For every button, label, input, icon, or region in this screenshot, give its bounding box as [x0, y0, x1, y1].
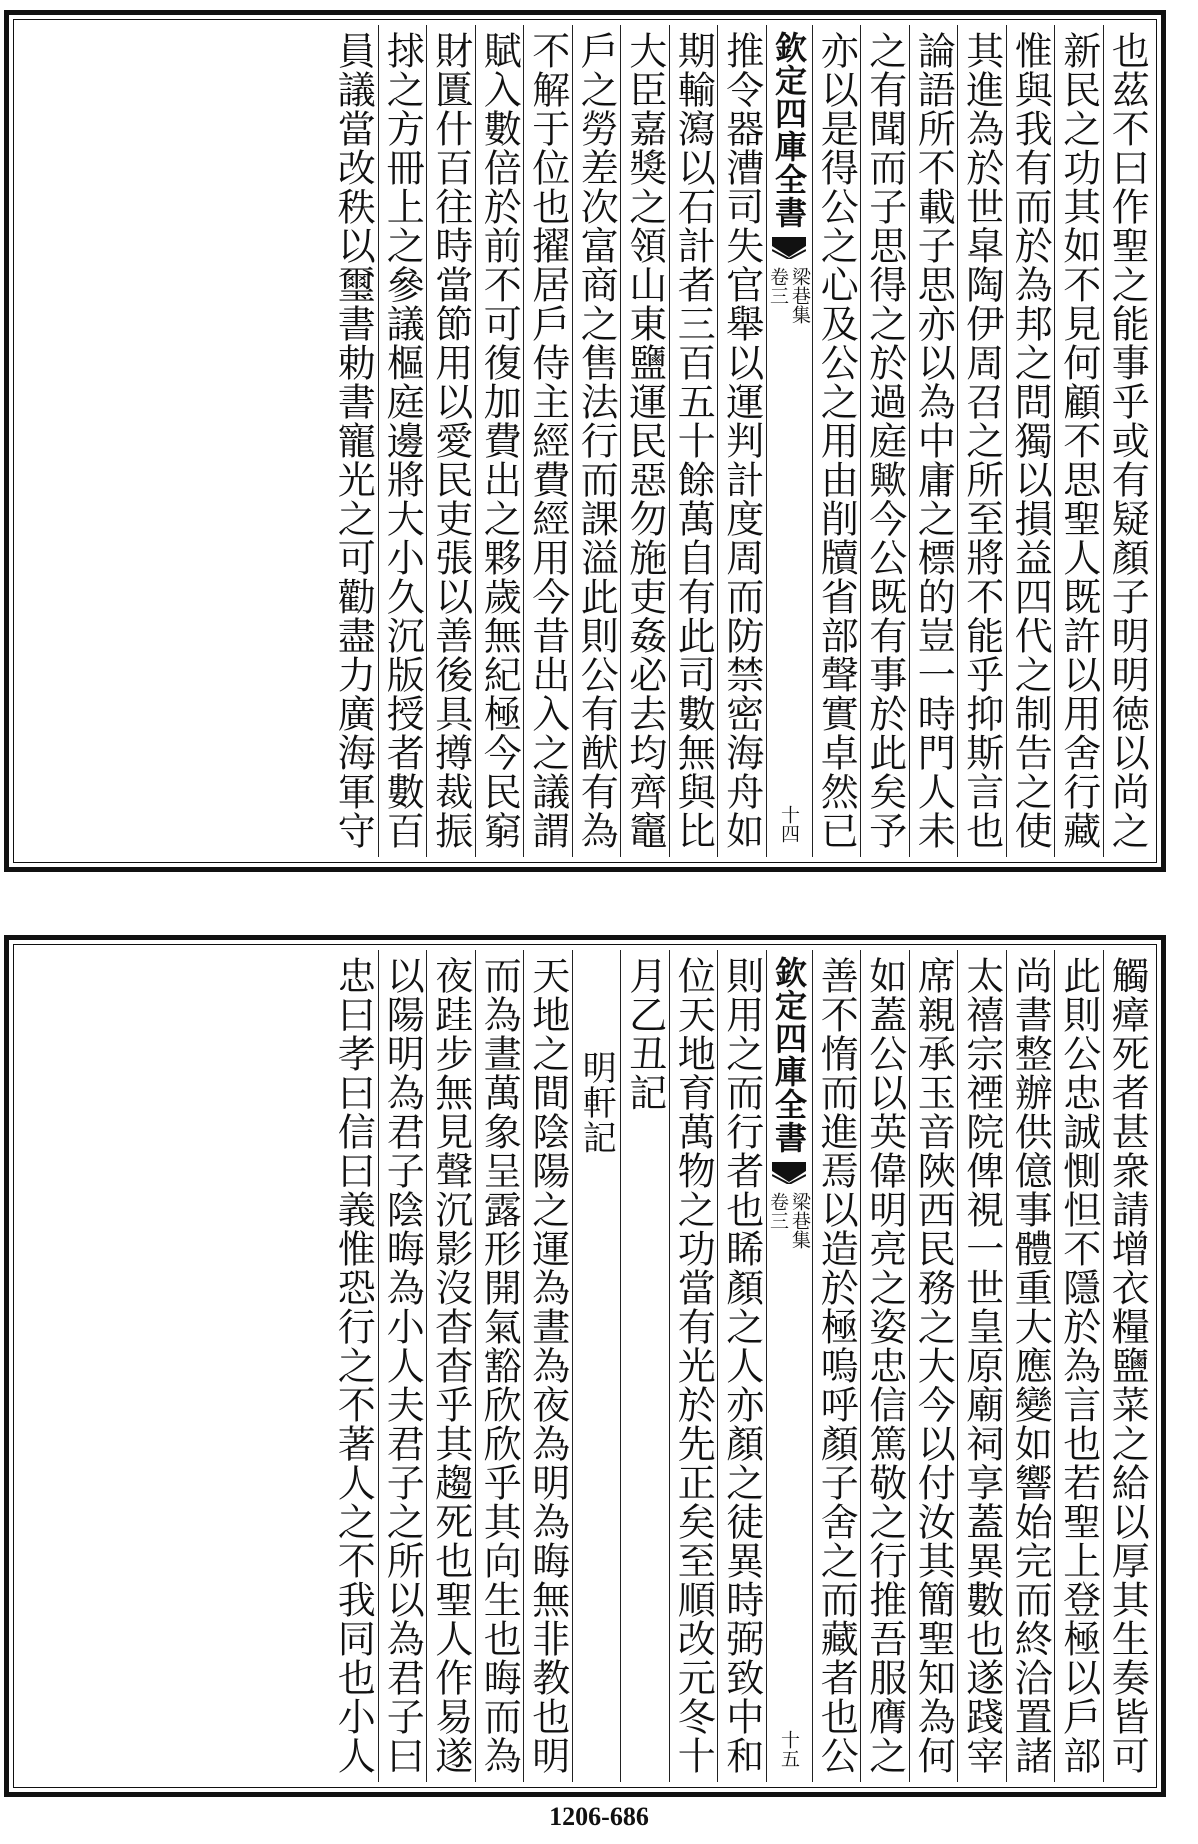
- page-number: 1206-686: [549, 1802, 649, 1831]
- text-column: [1054, 950, 1103, 1782]
- text-area: [19, 950, 1151, 1782]
- column-text: 惟與我有而於為邦之問獨以損益四代之制告之使: [1008, 31, 1053, 850]
- text-column: [620, 25, 669, 857]
- folio-number: 十四: [778, 805, 800, 843]
- column-text: 天地之間陰陽之運為晝為夜為明為晦無非教也明: [525, 956, 570, 1775]
- column-text: 夜跬步無見聲沉影沒杳杳乎其趨死也聖人作易遂: [428, 956, 473, 1775]
- text-column: [329, 25, 378, 857]
- text-column: [717, 950, 766, 1782]
- column-text: 推令器漕司失官舉以運判計度周而防禁密海舟如: [719, 31, 764, 850]
- center-title: 欽定四庫全書: [770, 956, 808, 1154]
- text-column: [812, 950, 861, 1782]
- text-column: [523, 950, 572, 1782]
- text-column: [523, 25, 572, 857]
- column-text: 捄之方冊上之參議樞庭邊將大小久沉版授者數百: [380, 31, 425, 850]
- column-text: 忠曰孝曰信曰義惟恐行之不著人之不我同也小人: [331, 956, 376, 1775]
- column-text: 戶之勞差次富商之售法行而課溢此則公有猷有為: [574, 31, 619, 850]
- text-column: [1006, 950, 1055, 1782]
- text-column: [1054, 25, 1103, 857]
- column-text: 而為晝萬象呈露形開氣豁欣欣乎其向生也晦而為: [477, 956, 522, 1775]
- column-text: 如蓋公以英偉明亮之姿忠信篤敬之行推吾服膺之: [862, 956, 907, 1775]
- fish-tail-mark-icon: [772, 1162, 806, 1184]
- center-book-name: 梁巷集: [789, 1192, 811, 1249]
- column-text: 此則公忠誠惻怛不隱於為言也若聖上登極以戶部: [1056, 956, 1101, 1775]
- text-column: [475, 950, 524, 1782]
- column-text: 善不惰而進焉以造於極嗚呼顏子舍之而藏者也公: [814, 956, 859, 1775]
- column-text: 月乙丑記: [622, 956, 667, 1112]
- text-column: [717, 25, 766, 857]
- page-panel-upper: [4, 10, 1166, 872]
- column-text: 位天地育萬物之功當有光於先正矣至順改元冬十: [671, 956, 716, 1775]
- center-subtitle: [768, 1192, 810, 1249]
- column-text: 則用之而行者也睎顏之人亦顏之徒異時弼致中和: [719, 956, 764, 1775]
- text-column: [1006, 25, 1055, 857]
- text-column: [860, 25, 909, 857]
- text-column: [426, 25, 475, 857]
- folio-number: 十五: [778, 1730, 800, 1768]
- center-volume: 卷三: [767, 267, 789, 305]
- text-column: [1103, 25, 1152, 857]
- text-column: [812, 25, 861, 857]
- column-text: 觸瘴死者甚衆請增衣糧鹽菜之給以厚其生奏皆可: [1105, 956, 1150, 1775]
- text-column: [669, 25, 718, 857]
- column-text: 員議當改秩以璽書勅書寵光之可勸盡力廣海軍守: [331, 31, 376, 850]
- text-column: [329, 950, 378, 1782]
- text-column: [1103, 950, 1152, 1782]
- center-volume: 卷三: [767, 1192, 789, 1230]
- column-text: 其進為於世皐陶伊周召之所至將不能乎抑斯言也: [959, 31, 1004, 850]
- column-text: 尚書整辦供億事體重大應變如響始完而終洽置諸: [1008, 956, 1053, 1775]
- text-column: [909, 25, 958, 857]
- column-text: 亦以是得公之心及公之用由削牘省部聲實卓然已: [814, 31, 859, 850]
- text-column: [620, 950, 669, 1782]
- column-text: 新民之功其如不見何顧不思聖人既許以用舍行藏: [1056, 31, 1101, 850]
- text-area: [19, 25, 1151, 857]
- column-text: 期輸瀉以石計者三百五十餘萬自有此司數無與比: [671, 31, 716, 850]
- center-fold-column: [766, 25, 812, 857]
- column-text: 大臣嘉獎之領山東鹽運民惡勿施吏姦必去均齊竈: [622, 31, 667, 850]
- section-heading-column: [572, 950, 621, 1782]
- text-column: [572, 25, 621, 857]
- center-book-name: 梁巷集: [789, 267, 811, 324]
- fish-tail-mark-icon: [772, 237, 806, 259]
- column-text: 賦入數倍於前不可復加費出之夥歲無紀極今民窮: [477, 31, 522, 850]
- section-heading: 明軒記: [576, 1050, 617, 1155]
- text-column: [957, 25, 1006, 857]
- center-title: 欽定四庫全書: [770, 31, 808, 229]
- column-text: 論語所不載子思亦以為中庸之標的豈一時門人未: [911, 31, 956, 850]
- text-column: [957, 950, 1006, 1782]
- text-column: [669, 950, 718, 1782]
- column-text: 太禧宗禋院俾視一世皇原廟祠享蓋異數也遂踐宰: [959, 956, 1004, 1775]
- text-column: [860, 950, 909, 1782]
- column-text: 財匱什百往時當節用以愛民吏張以善後具撙裁振: [428, 31, 473, 850]
- column-text: 也茲不曰作聖之能事乎或有疑顏子明明徳以尚之: [1105, 31, 1150, 850]
- text-column: [378, 950, 427, 1782]
- center-fold-column: [766, 950, 812, 1782]
- text-column: [475, 25, 524, 857]
- column-text: 席親承玉音陜西民務之大今以付汝其簡聖知為何: [911, 956, 956, 1775]
- column-text: 之有聞而子思得之於過庭歟今公既有事於此矣予: [862, 31, 907, 850]
- center-subtitle: [768, 267, 810, 324]
- column-text: 不解于位也擢居戶侍主經費經用今昔出入之議謂: [525, 31, 570, 850]
- text-column: [426, 950, 475, 1782]
- page-panel-lower: [4, 935, 1166, 1797]
- column-text: 以陽明為君子陰晦為小人夫君子之所以為君子曰: [380, 956, 425, 1775]
- text-column: [909, 950, 958, 1782]
- text-column: [378, 25, 427, 857]
